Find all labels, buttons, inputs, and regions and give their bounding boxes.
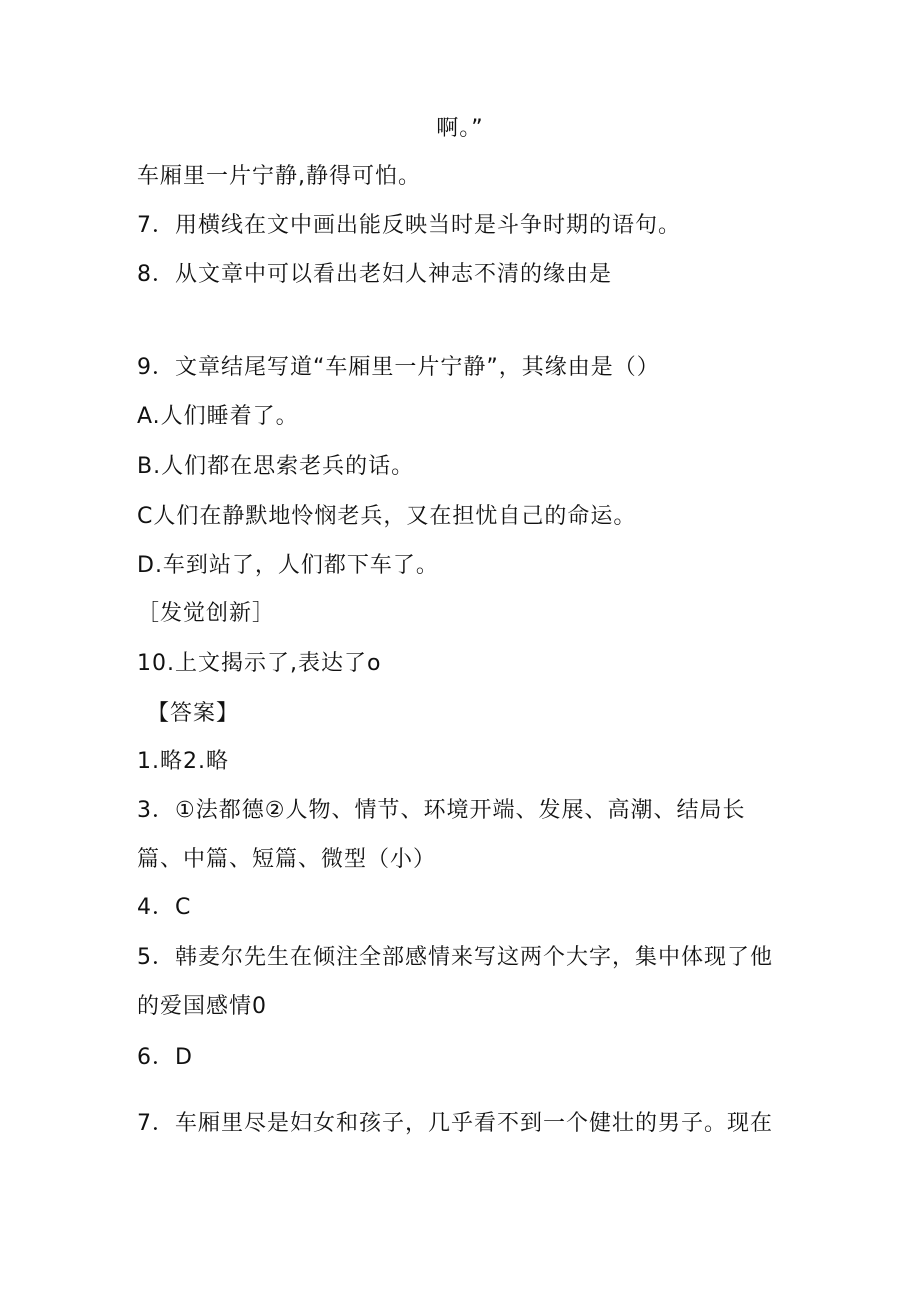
quote-ending: 啊。” — [436, 116, 484, 141]
option-a: A.人们睡着了。 — [137, 404, 299, 429]
answer-4: 4．C — [137, 895, 192, 920]
question-10: 10.上文揭示了,表达了o — [137, 651, 382, 676]
answer-7: 7．车厢里尽是妇女和孩子，几乎看不到一个健壮的男子。现在 — [137, 1111, 773, 1136]
answer-5: 5．韩麦尔先生在倾注全部感情来写这两个大字，集中体现了他 — [137, 945, 773, 970]
section-heading-innovation: ［发觉创新］ — [137, 601, 276, 626]
answers-heading: 【答案】 — [147, 701, 240, 726]
option-d: D.车到站了，人们都下车了。 — [137, 553, 439, 578]
question-8: 8．从文章中可以看出老妇人神志不清的缘由是 — [137, 262, 612, 287]
answer-5-continued: 的爱国感情0 — [137, 994, 267, 1019]
question-7: 7．用横线在文中画出能反映当时是斗争时期的语句。 — [137, 213, 681, 238]
paragraph-line: 车厢里一片宁静,静得可怕。 — [137, 164, 421, 189]
question-9: 9．文章结尾写道“车厢里一片宁静”，其缘由是（） — [137, 355, 660, 380]
answer-6: 6．D — [137, 1045, 193, 1070]
answer-3-continued: 篇、中篇、短篇、微型（小） — [137, 847, 437, 872]
option-b: B.人们都在思索老兵的话。 — [137, 454, 415, 479]
answer-3: 3．①法都德②人物、情节、环境开端、发展、高潮、结局长 — [137, 798, 746, 823]
option-c: C人们在静默地怜悯老兵，又在担忧自己的命运。 — [137, 504, 637, 529]
answer-1-2: 1.略2.略 — [137, 749, 229, 774]
